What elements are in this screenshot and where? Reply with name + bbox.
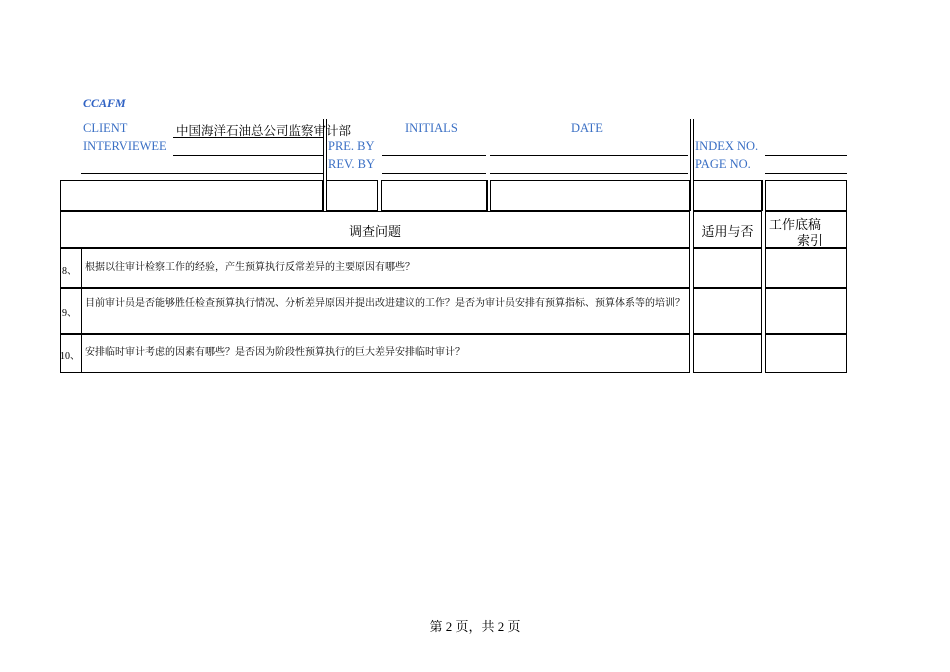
divider bbox=[323, 119, 324, 211]
rev-initials-line bbox=[382, 173, 486, 174]
divider bbox=[81, 334, 82, 373]
prep-date-line bbox=[490, 155, 688, 156]
divider bbox=[81, 288, 82, 334]
rev-date-line bbox=[490, 173, 688, 174]
applicable-header: 适用与否 bbox=[701, 224, 754, 239]
interviewee-underline bbox=[173, 155, 323, 156]
pre-by-label: PRE. BY bbox=[328, 139, 375, 153]
date-label: DATE bbox=[571, 121, 603, 135]
row-number: 9、 bbox=[62, 308, 77, 319]
client-value: 中国海洋石油总公司监察审计部 bbox=[176, 124, 352, 138]
client-label: CLIENT bbox=[83, 121, 128, 135]
client-underline bbox=[173, 137, 323, 138]
index-no-line bbox=[765, 155, 847, 156]
applicable-cell[interactable] bbox=[693, 288, 762, 334]
question-header: 调查问题 bbox=[348, 224, 401, 239]
index-cell[interactable] bbox=[765, 334, 847, 373]
brand-label: CCAFM bbox=[83, 96, 126, 110]
initials-label: INITIALS bbox=[405, 121, 458, 135]
divider bbox=[81, 248, 82, 288]
blank-cell bbox=[381, 180, 487, 211]
row-question: 安排临时审计考虑的因素有哪些？是否因为阶段性预算执行的巨大差异安排临时审计？ bbox=[85, 347, 465, 358]
divider bbox=[762, 180, 763, 211]
blank-cell bbox=[60, 180, 323, 211]
table-row bbox=[60, 288, 690, 334]
rev-by-label: REV. BY bbox=[328, 157, 376, 171]
page-footer: 第 2 页，共 2 页 bbox=[429, 619, 521, 634]
index-header-line2: 索引 bbox=[797, 233, 824, 248]
blank-cell bbox=[490, 180, 690, 211]
applicable-cell[interactable] bbox=[693, 248, 762, 288]
applicable-cell[interactable] bbox=[693, 334, 762, 373]
index-cell[interactable] bbox=[765, 248, 847, 288]
row-question: 根据以往审计检察工作的经验，产生预算执行反常差异的主要原因有哪些？ bbox=[85, 262, 415, 273]
header-bottom-line bbox=[81, 173, 323, 174]
divider bbox=[690, 119, 691, 211]
index-cell[interactable] bbox=[765, 288, 847, 334]
blank-cell bbox=[765, 180, 847, 211]
divider bbox=[487, 180, 488, 211]
index-header-line1: 工作底稿 bbox=[769, 217, 822, 232]
interviewee-label: INTERVIEWEE bbox=[83, 139, 167, 153]
page-no-label: PAGE NO. bbox=[695, 157, 751, 171]
row-number: 8、 bbox=[62, 266, 77, 277]
blank-cell bbox=[693, 180, 762, 211]
prep-initials-line bbox=[382, 155, 486, 156]
row-question: 目前审计员是否能够胜任检查预算执行情况、分析差异原因并提出改进建议的工作？是否为审计员安排有预算指标、预算体系等的培训？ bbox=[85, 298, 685, 309]
row-number: 10、 bbox=[60, 351, 80, 362]
page-no-line bbox=[765, 173, 847, 174]
blank-cell bbox=[326, 180, 378, 211]
index-no-label: INDEX NO. bbox=[695, 139, 759, 153]
